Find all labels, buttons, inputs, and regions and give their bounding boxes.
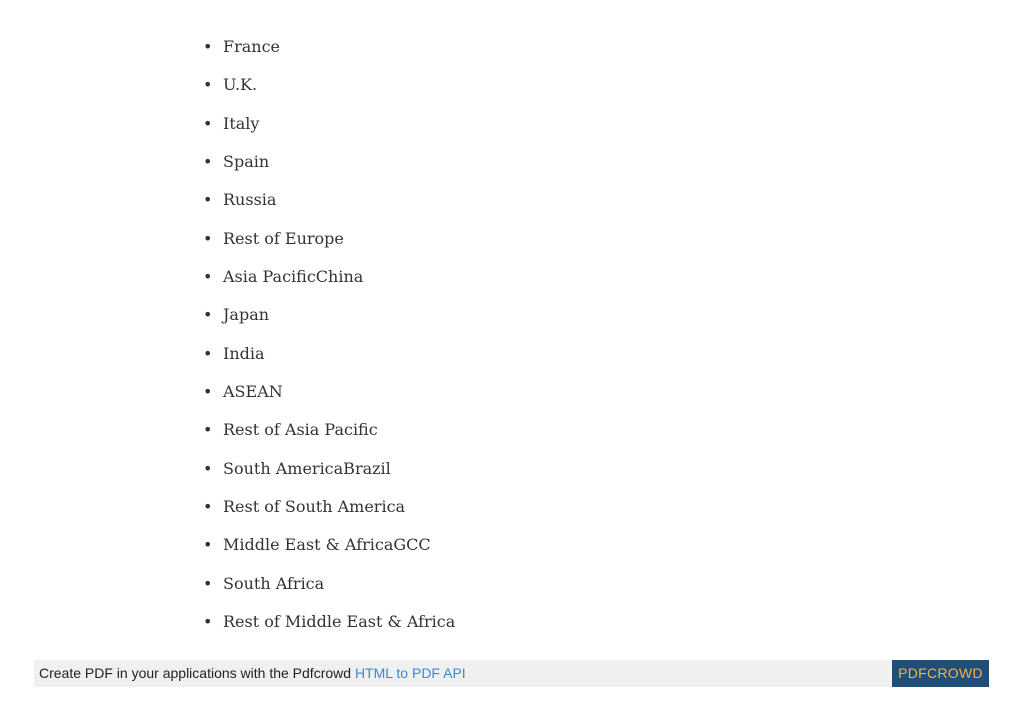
list-item-label: South Africa	[223, 573, 325, 593]
list-item	[203, 565, 455, 603]
list-item	[203, 258, 455, 296]
bullet-icon: •	[203, 152, 213, 172]
list-item-label: France	[223, 37, 281, 56]
footer-caption: Create PDF in your applications with the Pdfcrowd	[39, 665, 355, 681]
list-item	[203, 526, 455, 564]
bullet-icon: •	[203, 497, 213, 517]
bullet-icon: •	[203, 267, 213, 287]
list-item-label: Spain	[223, 152, 270, 172]
list-item	[203, 373, 455, 411]
bullet-icon: •	[203, 190, 213, 210]
list-item	[203, 143, 455, 181]
bullet-icon: •	[203, 37, 213, 56]
region-list	[203, 28, 455, 642]
list-item-label: Japan	[223, 305, 270, 325]
footer-text-block	[39, 660, 466, 687]
list-item-label: Middle East & AfricaGCC	[223, 535, 431, 555]
bullet-icon: •	[203, 535, 213, 555]
list-item	[203, 181, 455, 219]
bullet-icon: •	[203, 75, 213, 95]
list-item-label: Rest of South America	[223, 497, 406, 517]
list-item-label: U.K.	[223, 75, 258, 95]
list-item	[203, 488, 455, 526]
pdfcrowd-brand-button[interactable]: PDFCROWD	[892, 660, 989, 687]
list-item	[203, 450, 455, 488]
list-item-label: Russia	[223, 190, 277, 210]
list-item	[203, 105, 455, 143]
list-item	[203, 411, 455, 449]
list-item-label: ASEAN	[223, 382, 283, 402]
list-item	[203, 28, 455, 66]
pdfcrowd-footer	[34, 660, 989, 687]
bullet-icon: •	[203, 420, 213, 440]
bullet-icon: •	[203, 573, 213, 593]
bullet-icon: •	[203, 382, 213, 402]
list-item	[203, 335, 455, 373]
list-item-label: Rest of Europe	[223, 228, 344, 248]
bullet-icon: •	[203, 343, 213, 363]
list-item-label: India	[223, 343, 265, 363]
list-item-label: Italy	[223, 113, 260, 133]
list-item-label: Asia PacificChina	[223, 267, 364, 287]
list-item	[203, 66, 455, 104]
bullet-icon: •	[203, 612, 213, 632]
bullet-icon: •	[203, 228, 213, 248]
bullet-icon: •	[203, 305, 213, 325]
bullet-icon: •	[203, 113, 213, 133]
html-to-pdf-api-link[interactable]: HTML to PDF API	[354, 665, 466, 681]
list-item-label: Rest of Middle East & Africa	[223, 612, 456, 632]
list-item	[203, 220, 455, 258]
list-item-label: South AmericaBrazil	[223, 458, 391, 478]
list-item	[203, 296, 455, 334]
bullet-icon: •	[203, 458, 213, 478]
list-item-label: Rest of Asia Pacific	[223, 420, 378, 440]
list-item	[203, 603, 455, 641]
